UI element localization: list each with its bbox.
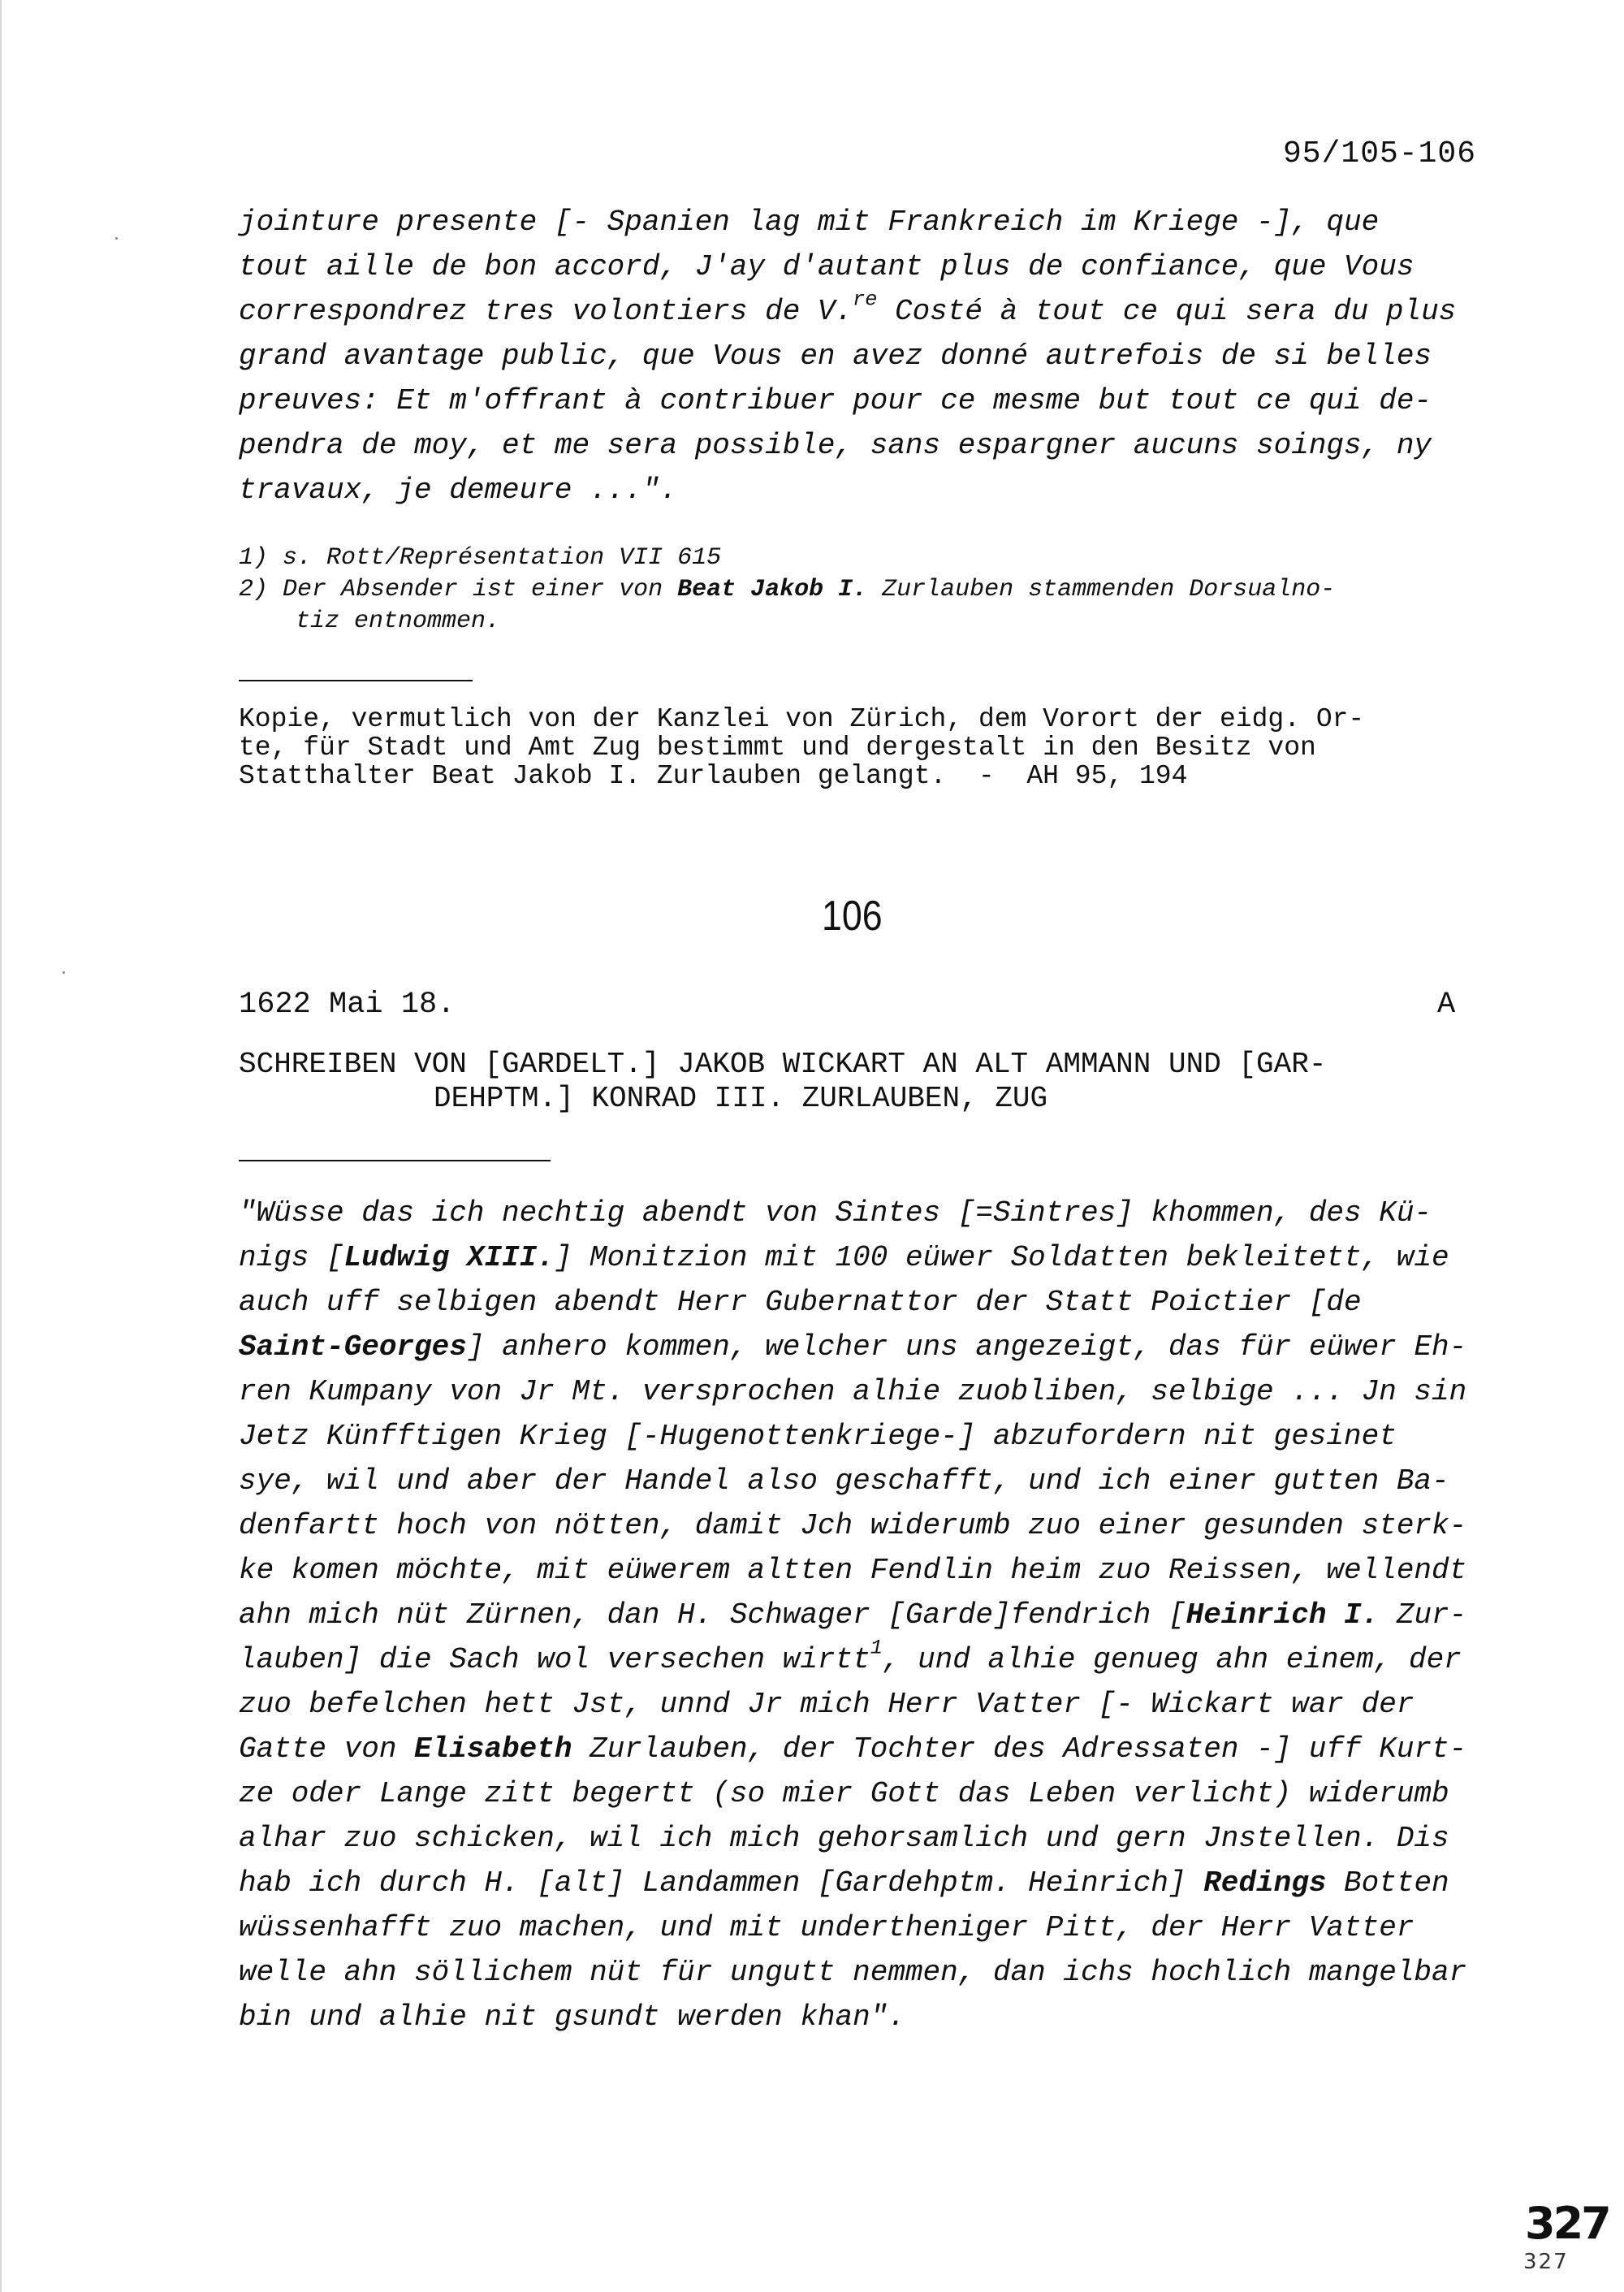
separator-rule: [239, 680, 473, 681]
source-note: [239, 705, 1481, 790]
source-line: Statthalter Beat Jakob I. Zurlauben gelangt. - AH 95, 194: [239, 761, 1188, 791]
text-line: tout aille de bon accord, J'ay d'autant plus de confiance, que Vous: [239, 250, 1415, 283]
source-line: te, für Stadt und Amt Zug bestimmt und dergestalt in den Besitz von: [239, 733, 1316, 763]
text-line: correspondrez tres volontiers de V.$^{re}$ Costé à tout ce qui sera du plus: [239, 288, 1457, 328]
text-line: Saint-Georges] anhero kommen, welcher uns angezeigt, das für eüwer Eh-: [239, 1330, 1467, 1364]
footnote-2-continuation: tiz entnommen.: [296, 608, 501, 635]
footnote-1: 1) s. Rott/Représentation VII 615: [239, 544, 722, 572]
text-line: ahn mich nüt Zürnen, dan H. Schwager [Garde]fendrich [Heinrich I. Zur-: [239, 1598, 1467, 1632]
text-line: grand avantage public, que Vous en avez donné autrefois de si belles: [239, 339, 1432, 373]
letter-text: [239, 1191, 1481, 2039]
text-line: preuves: Et m'offrant à contribuer pour ce mesme but tout ce qui de-: [239, 384, 1432, 417]
text-line: bin und alhie nit gsundt werden khan".: [239, 2000, 905, 2034]
scan-speck: [63, 971, 65, 974]
text-line: "Wüsse das ich nechtig abendt von Sintes [=Sintres] khommen, des Kü-: [239, 1196, 1432, 1230]
document-heading: [239, 1048, 1481, 1116]
continued-letter-text: [239, 200, 1481, 512]
text-line: ke komen möchte, mit eüwerem altten Fendlin heim zuo Reissen, wellendt: [239, 1554, 1467, 1587]
text-line: Gatte von Elisabeth Zurlauben, der Tochter des Adressaten -] uff Kurt-: [239, 1732, 1467, 1766]
text-line: jointure presente [- Spanien lag mit Frankreich im Kriege -], que: [239, 205, 1380, 239]
page-reference: 95/105-106: [1283, 136, 1477, 171]
text-line: zuo befelchen hett Jst, unnd Jr mich Herr Vatter [- Wickart war der: [239, 1688, 1415, 1721]
footnotes: [239, 543, 1481, 638]
text-line: travaux, je demeure ...".: [239, 474, 678, 507]
text-line: auch uff selbigen abendt Herr Gubernattor der Statt Poictier [de: [239, 1286, 1362, 1319]
text-line: denfartt hoch von nötten, damit Jch widerumb zuo einer gesunden sterk-: [239, 1509, 1467, 1542]
text-line: Jetz Künfftigen Krieg [-Hugenottenkriege-] abzufordern nit gesinet: [239, 1420, 1397, 1453]
footnote-2: 2) Der Absender ist einer von Beat Jakob I. Zurlauben stammenden Dorsualno-: [239, 576, 1336, 603]
text-line: welle ahn söllichem nüt für ungutt nemmen, dan ichs hochlich mangelbar: [239, 1956, 1467, 1989]
document-marker: A: [1437, 988, 1456, 1022]
heading-line: DEHPTM.] KONRAD III. ZURLAUBEN, ZUG: [434, 1082, 1048, 1115]
text-line: wüssenhafft zuo machen, und mit undertheniger Pitt, der Herr Vatter: [239, 1911, 1415, 1944]
document-date: 1622 Mai 18.: [239, 988, 456, 1022]
handwritten-page-number: 327: [1525, 2198, 1609, 2249]
text-line: ren Kumpany von Jr Mt. versprochen alhie zuobliben, selbige ... Jn sin: [239, 1375, 1467, 1408]
text-line: lauben] die Sach wol versechen wirtt$^1$, und alhie genueg ahn einem, der: [239, 1636, 1462, 1676]
text-line: alhar zuo schicken, wil ich mich gehorsamlich und gern Jnstellen. Dis: [239, 1822, 1449, 1855]
heading-line: SCHREIBEN VON [GARDELT.] JAKOB WICKART AN ALT AMMANN UND [GAR-: [239, 1048, 1327, 1081]
source-line: Kopie, vermutlich von der Kanzlei von Zürich, dem Vorort der eidg. Or-: [239, 704, 1365, 734]
document-number: 106: [822, 893, 883, 940]
handwritten-mark: 327: [1523, 2250, 1569, 2274]
text-line: pendra de moy, et me sera possible, sans espargner aucuns soings, ny: [239, 429, 1432, 462]
heading-rule: [239, 1160, 551, 1161]
text-line: sye, wil und aber der Handel also geschafft, und ich einer gutten Ba-: [239, 1464, 1449, 1498]
text-line: nigs [Ludwig XIII.] Monitzion mit 100 eüwer Soldatten bekleitett, wie: [239, 1241, 1449, 1274]
scan-speck: [115, 237, 118, 240]
text-line: ze oder Lange zitt begertt (so mier Gott das Leben verlicht) widerumb: [239, 1777, 1449, 1810]
text-line: hab ich durch H. [alt] Landammen [Gardehptm. Heinrich] Redings Botten: [239, 1866, 1449, 1900]
